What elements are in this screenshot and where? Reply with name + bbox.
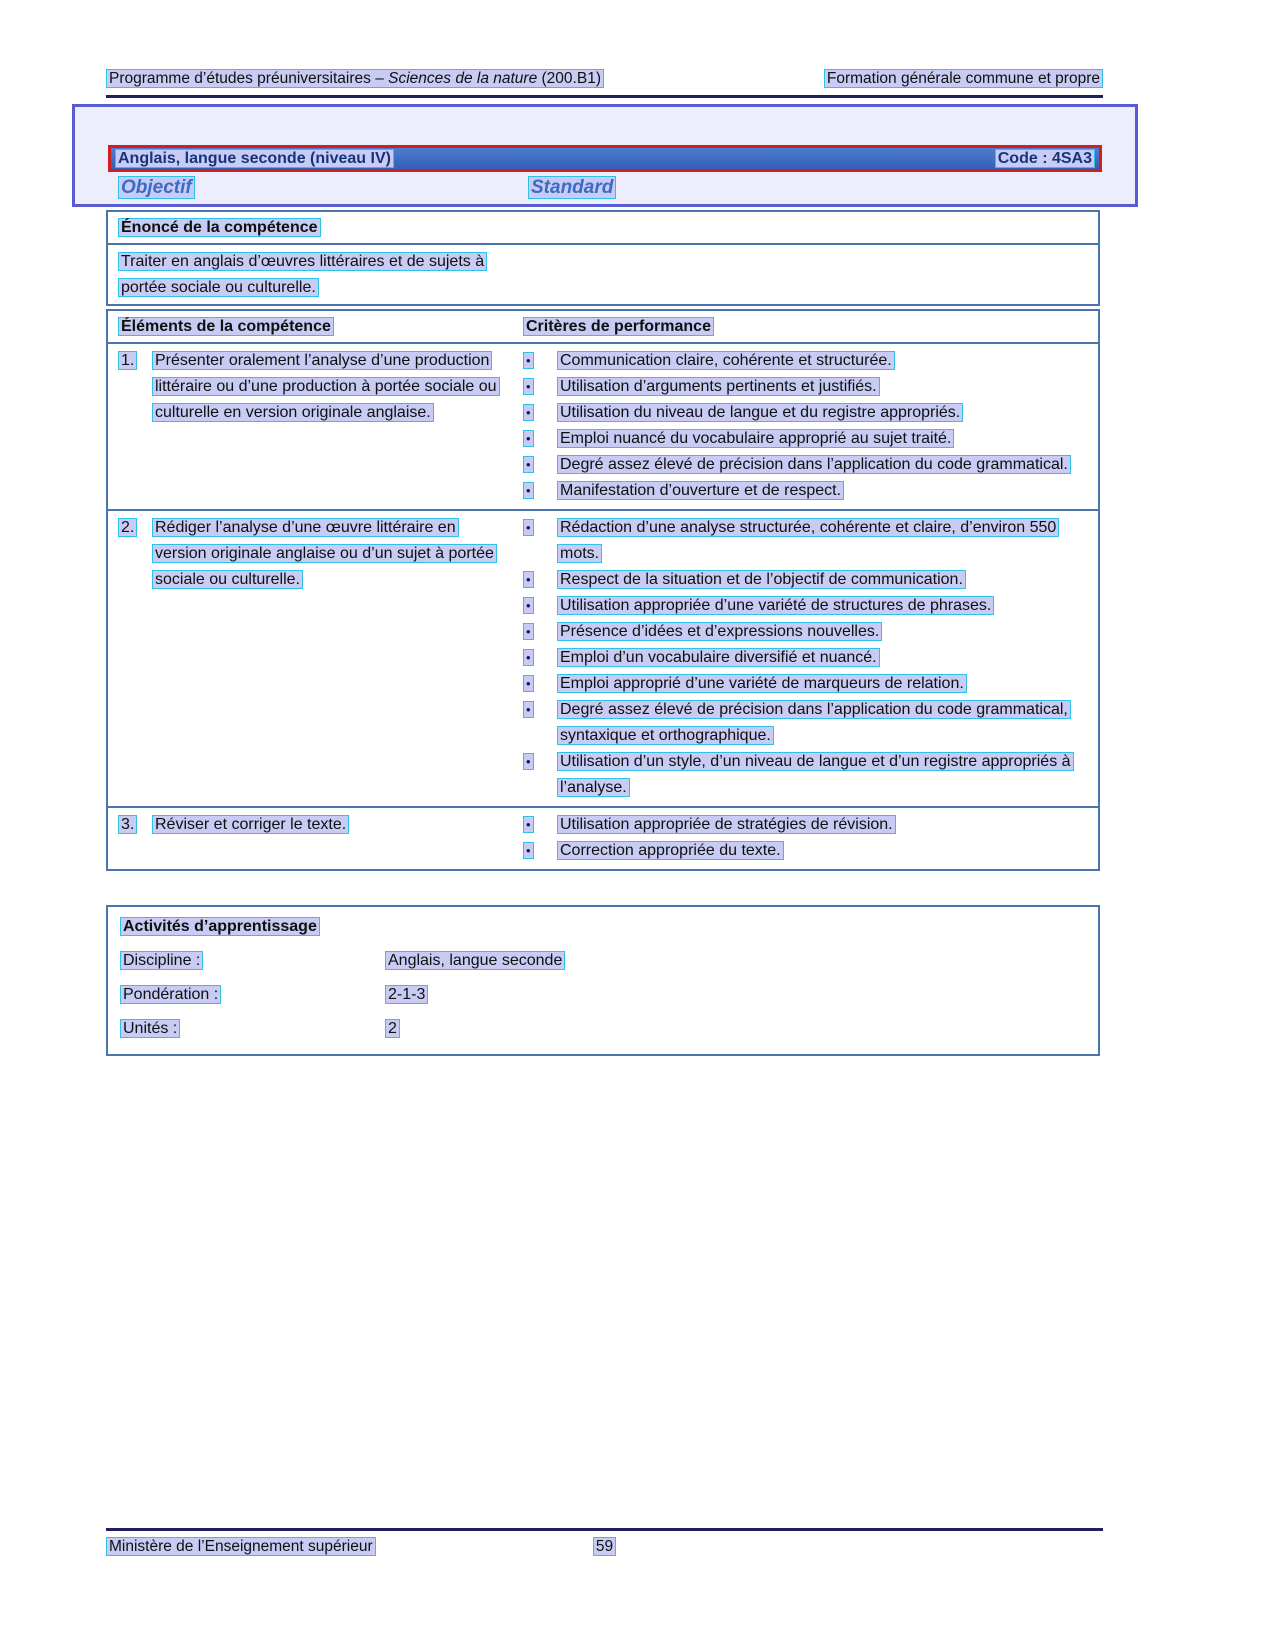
criterion-item	[523, 593, 1098, 619]
enonce-body	[108, 245, 1098, 305]
bullet-icon: •	[523, 567, 557, 593]
element-cell	[108, 348, 523, 504]
criterion-text: Utilisation d’arguments pertinents et justifiés.	[557, 374, 880, 400]
criterion-text: Utilisation d’un style, d’un niveau de langue et d’un registre appropriés à l’analyse.	[557, 749, 1079, 801]
bullet-icon: •	[523, 619, 557, 645]
activites-table	[106, 905, 1100, 1056]
element-cell	[108, 812, 523, 864]
activity-label: Pondération :	[120, 982, 385, 1008]
element-row-2	[108, 509, 1098, 806]
bullet-icon: •	[523, 374, 557, 400]
criterion-item	[523, 374, 1098, 400]
element-row-3	[108, 806, 1098, 869]
criterion-text: Degré assez élevé de précision dans l’application du code grammatical.	[557, 452, 1071, 478]
bullet-icon: •	[523, 426, 557, 452]
element-text: Réviser et corriger le texte.	[152, 812, 502, 838]
element-number: 3.	[118, 812, 152, 838]
bullet-icon: •	[523, 697, 557, 749]
criterion-item	[523, 671, 1098, 697]
header-left-text: Programme d’études préuniversitaires – Sciences de la nature (200.B1)	[106, 69, 604, 88]
criterion-text: Utilisation du niveau de langue et du registre appropriés.	[557, 400, 963, 426]
criterion-text: Manifestation d’ouverture et de respect.	[557, 478, 844, 504]
criterion-text: Degré assez élevé de précision dans l’application du code grammatical, syntaxique et orthographique.	[557, 697, 1079, 749]
activity-value: 2-1-3	[385, 982, 428, 1008]
criterion-item	[523, 619, 1098, 645]
criterion-item	[523, 478, 1098, 504]
activity-value: Anglais, langue seconde	[385, 948, 565, 974]
criterion-item	[523, 838, 1098, 864]
page-number: 59	[106, 1537, 1103, 1557]
header-left	[106, 69, 604, 89]
criterion-item	[523, 452, 1098, 478]
criteres-header: Critères de performance	[523, 314, 1098, 340]
objectif-heading: Objectif	[118, 176, 195, 200]
objectif-standard-row	[106, 176, 1103, 204]
activity-label: Discipline :	[120, 948, 385, 974]
criterion-text: Communication claire, cohérente et structurée.	[557, 348, 895, 374]
criterion-item	[523, 749, 1098, 801]
activites-header: Activités d’apprentissage	[120, 913, 1086, 940]
elements-table	[106, 309, 1100, 871]
enonce-table	[106, 210, 1100, 306]
criteria-cell	[523, 348, 1098, 504]
bullet-icon: •	[523, 645, 557, 671]
bullet-icon: •	[523, 348, 557, 374]
ministry-name: Ministère de l’Enseignement supérieur	[106, 1537, 376, 1556]
criterion-text: Emploi approprié d’une variété de marqueurs de relation.	[557, 671, 967, 697]
header-right-text: Formation générale commune et propre	[824, 69, 1103, 88]
criterion-item	[523, 812, 1098, 838]
course-title: Anglais, langue seconde (niveau IV)	[115, 150, 394, 168]
element-number: 2.	[118, 515, 152, 541]
criterion-item	[523, 567, 1098, 593]
activity-label: Unités :	[120, 1016, 385, 1042]
elements-table-header	[108, 311, 1098, 344]
criterion-text: Correction appropriée du texte.	[557, 838, 784, 864]
document-footer	[106, 1528, 1103, 1557]
bullet-icon: •	[523, 478, 557, 504]
enonce-text: Traiter en anglais d’œuvres littéraires et de sujets à portée sociale ou culturelle.	[118, 249, 510, 301]
criterion-text: Utilisation appropriée de stratégies de révision.	[557, 812, 896, 838]
element-number: 1.	[118, 348, 152, 374]
criterion-item	[523, 515, 1098, 567]
element-row-1	[108, 344, 1098, 509]
activity-row	[120, 1016, 1086, 1042]
bullet-icon: •	[523, 593, 557, 619]
elements-header: Éléments de la compétence	[108, 314, 523, 340]
criterion-item	[523, 697, 1098, 749]
criterion-text: Utilisation appropriée d’une variété de structures de phrases.	[557, 593, 994, 619]
bullet-icon: •	[523, 452, 557, 478]
criterion-item	[523, 426, 1098, 452]
activity-row	[120, 948, 1086, 974]
element-text: Présenter oralement l’analyse d’une production littéraire ou d’une production à portée sociale ou culturelle en version originale anglaise.	[152, 348, 502, 426]
activity-value: 2	[385, 1016, 400, 1042]
header-right	[824, 69, 1103, 89]
bullet-icon: •	[523, 838, 557, 864]
enonce-header: Énoncé de la compétence	[108, 212, 1098, 245]
criterion-text: Présence d’idées et d’expressions nouvelles.	[557, 619, 882, 645]
course-code: Code : 4SA3	[995, 150, 1095, 168]
criterion-item	[523, 645, 1098, 671]
course-title-bar	[108, 145, 1102, 172]
criterion-text: Emploi d’un vocabulaire diversifié et nuancé.	[557, 645, 880, 671]
bullet-icon: •	[523, 515, 557, 567]
bullet-icon: •	[523, 749, 557, 801]
criterion-text: Emploi nuancé du vocabulaire approprié au sujet traité.	[557, 426, 954, 452]
criterion-item	[523, 400, 1098, 426]
criterion-text: Rédaction d’une analyse structurée, cohérente et claire, d’environ 550 mots.	[557, 515, 1079, 567]
bullet-icon: •	[523, 671, 557, 697]
bullet-icon: •	[523, 400, 557, 426]
criterion-text: Respect de la situation et de l’objectif de communication.	[557, 567, 966, 593]
activity-row	[120, 982, 1086, 1008]
standard-heading: Standard	[528, 176, 616, 200]
criteria-cell	[523, 812, 1098, 864]
document-header	[106, 69, 1103, 98]
element-text: Rédiger l’analyse d’une œuvre littéraire en version originale anglaise ou d’un sujet à portée sociale ou culturelle.	[152, 515, 502, 593]
criteria-cell	[523, 515, 1098, 801]
element-cell	[108, 515, 523, 801]
criterion-item	[523, 348, 1098, 374]
bullet-icon: •	[523, 812, 557, 838]
